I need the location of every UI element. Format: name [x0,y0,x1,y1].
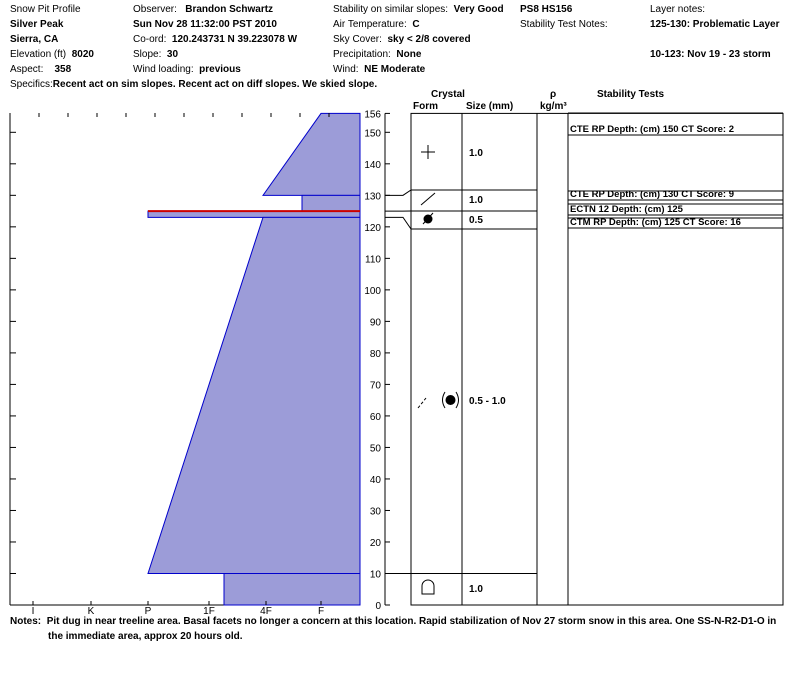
coordinates: Co-ord: 120.243731 N 39.223078 W [133,34,298,45]
crystal-form-icon [418,398,426,408]
hardness-plot [10,113,360,614]
slope: Slope: 30 [133,49,179,60]
depth-tick-label: 100 [364,285,381,297]
sky-cover: Sky Cover: sky < 2/8 covered [333,34,471,45]
x-tick-label: K [87,606,95,614]
location-name: Silver Peak [10,19,64,30]
crystal-form-5 [422,580,434,594]
crystal-form-icon [443,392,446,408]
stability-test-entry: ECTN 12 Depth: (cm) 125 [570,204,683,215]
x-tick-label: P [144,606,152,614]
crystal-form-icon [422,580,434,594]
stability-test-entry: CTE RP Depth: (cm) 130 CT Score: 9 [570,189,735,200]
notes-line-2: the immediate area, approx 20 hours old. [48,631,243,642]
table-frame [411,113,783,605]
layer-notes-label: Layer notes: [650,4,706,15]
crystal-table [385,113,783,605]
wind: Wind: NE Moderate [333,64,426,75]
layer-note-2: 10-123: Nov 19 - 23 storm [650,49,771,60]
precipitation: Precipitation: None [333,49,422,60]
depth-tick-label: 90 [369,317,381,329]
crystal-size: 1.0 [469,195,483,206]
stability-test-entry: CTM RP Depth: (cm) 125 CT Score: 16 [570,217,741,228]
layer-connector [385,190,537,195]
hardness-layer-125-130 [302,195,360,211]
observer: Observer: Brandon Schwartz [133,4,274,15]
stability-tests-header: Stability Tests [597,89,665,100]
depth-axis [364,109,390,612]
elevation: Elevation (ft) 8020 [10,49,94,60]
depth-tick-label: 140 [364,159,381,171]
air-temperature: Air Temperature: C [333,19,420,30]
depth-tick-label: 80 [369,348,381,360]
pit-title: Snow Pit Profile [10,4,81,15]
specifics: Specifics:Recent act on sim slopes. Recent act on diff slopes. We skied slope. [10,79,378,90]
layer-connector [385,217,537,229]
density-unit: kg/m³ [540,101,567,112]
region: Sierra, CA [10,34,59,45]
depth-tick-label: 30 [369,506,381,518]
crystal-form-icon [421,193,435,205]
form-header: Form [413,101,438,112]
crystal-form-1 [421,145,435,159]
aspect: Aspect: 358 [10,64,72,75]
notes [10,614,780,644]
x-tick-label: F [317,606,325,614]
depth-tick-label: 156 [364,109,381,121]
crystal-form-icon [456,392,459,408]
hardness-layer-130-156 [263,113,360,195]
crystal-size: 0.5 [469,215,483,226]
stability-test-entry: CTE RP Depth: (cm) 150 CT Score: 2 [570,124,735,135]
depth-tick-label: 10 [369,569,381,581]
x-tick-label: I [31,606,35,614]
crystal-size: 1.0 [469,148,483,159]
crystal-header: Crystal [431,89,465,100]
ps-hs: PS8 HS156 [520,4,573,15]
depth-tick-label: 120 [364,222,381,234]
depth-tick-label: 70 [369,380,381,392]
crystal-form-2 [421,193,435,205]
depth-tick-label: 50 [369,443,381,455]
crystal-form-3 [423,213,433,224]
crystal-form-4 [418,392,459,408]
wind-loading: Wind loading: previous [133,64,241,75]
crystal-size: 0.5 - 1.0 [469,396,506,407]
date-time: Sun Nov 28 11:32:00 PST 2010 [133,19,277,30]
hardness-layer-10-123 [148,217,360,573]
depth-tick-label: 0 [375,601,381,612]
x-tick-label: 4F [260,606,272,614]
depth-tick-label: 20 [369,537,381,549]
depth-tick-label: 60 [369,411,381,423]
layer-note-1: 125-130: Problematic Layer [650,19,780,30]
crystal-size: 1.0 [469,584,483,595]
stability-test-notes-label: Stability Test Notes: [520,19,608,30]
depth-tick-label: 40 [369,474,381,486]
hardness-layer-0-10 [224,573,360,605]
depth-tick-label: 130 [364,191,381,203]
depth-tick-label: 150 [364,128,381,140]
stability-similar: Stability on similar slopes: Very Good [333,4,504,15]
density-header: ρ [550,89,557,100]
depth-tick-label: 110 [365,254,381,266]
x-tick-label: 1F [203,606,215,614]
crystal-form-icon [446,395,456,405]
stability-tests [568,113,783,228]
size-header: Size (mm) [466,101,514,112]
notes-line-1: Notes: Pit dug in near treeline area. Basal facets no longer a concern at this location. Rapid stabilization of Nov 27 storm snow in this area. One SS-N-R2-D1-O in [10,616,777,627]
